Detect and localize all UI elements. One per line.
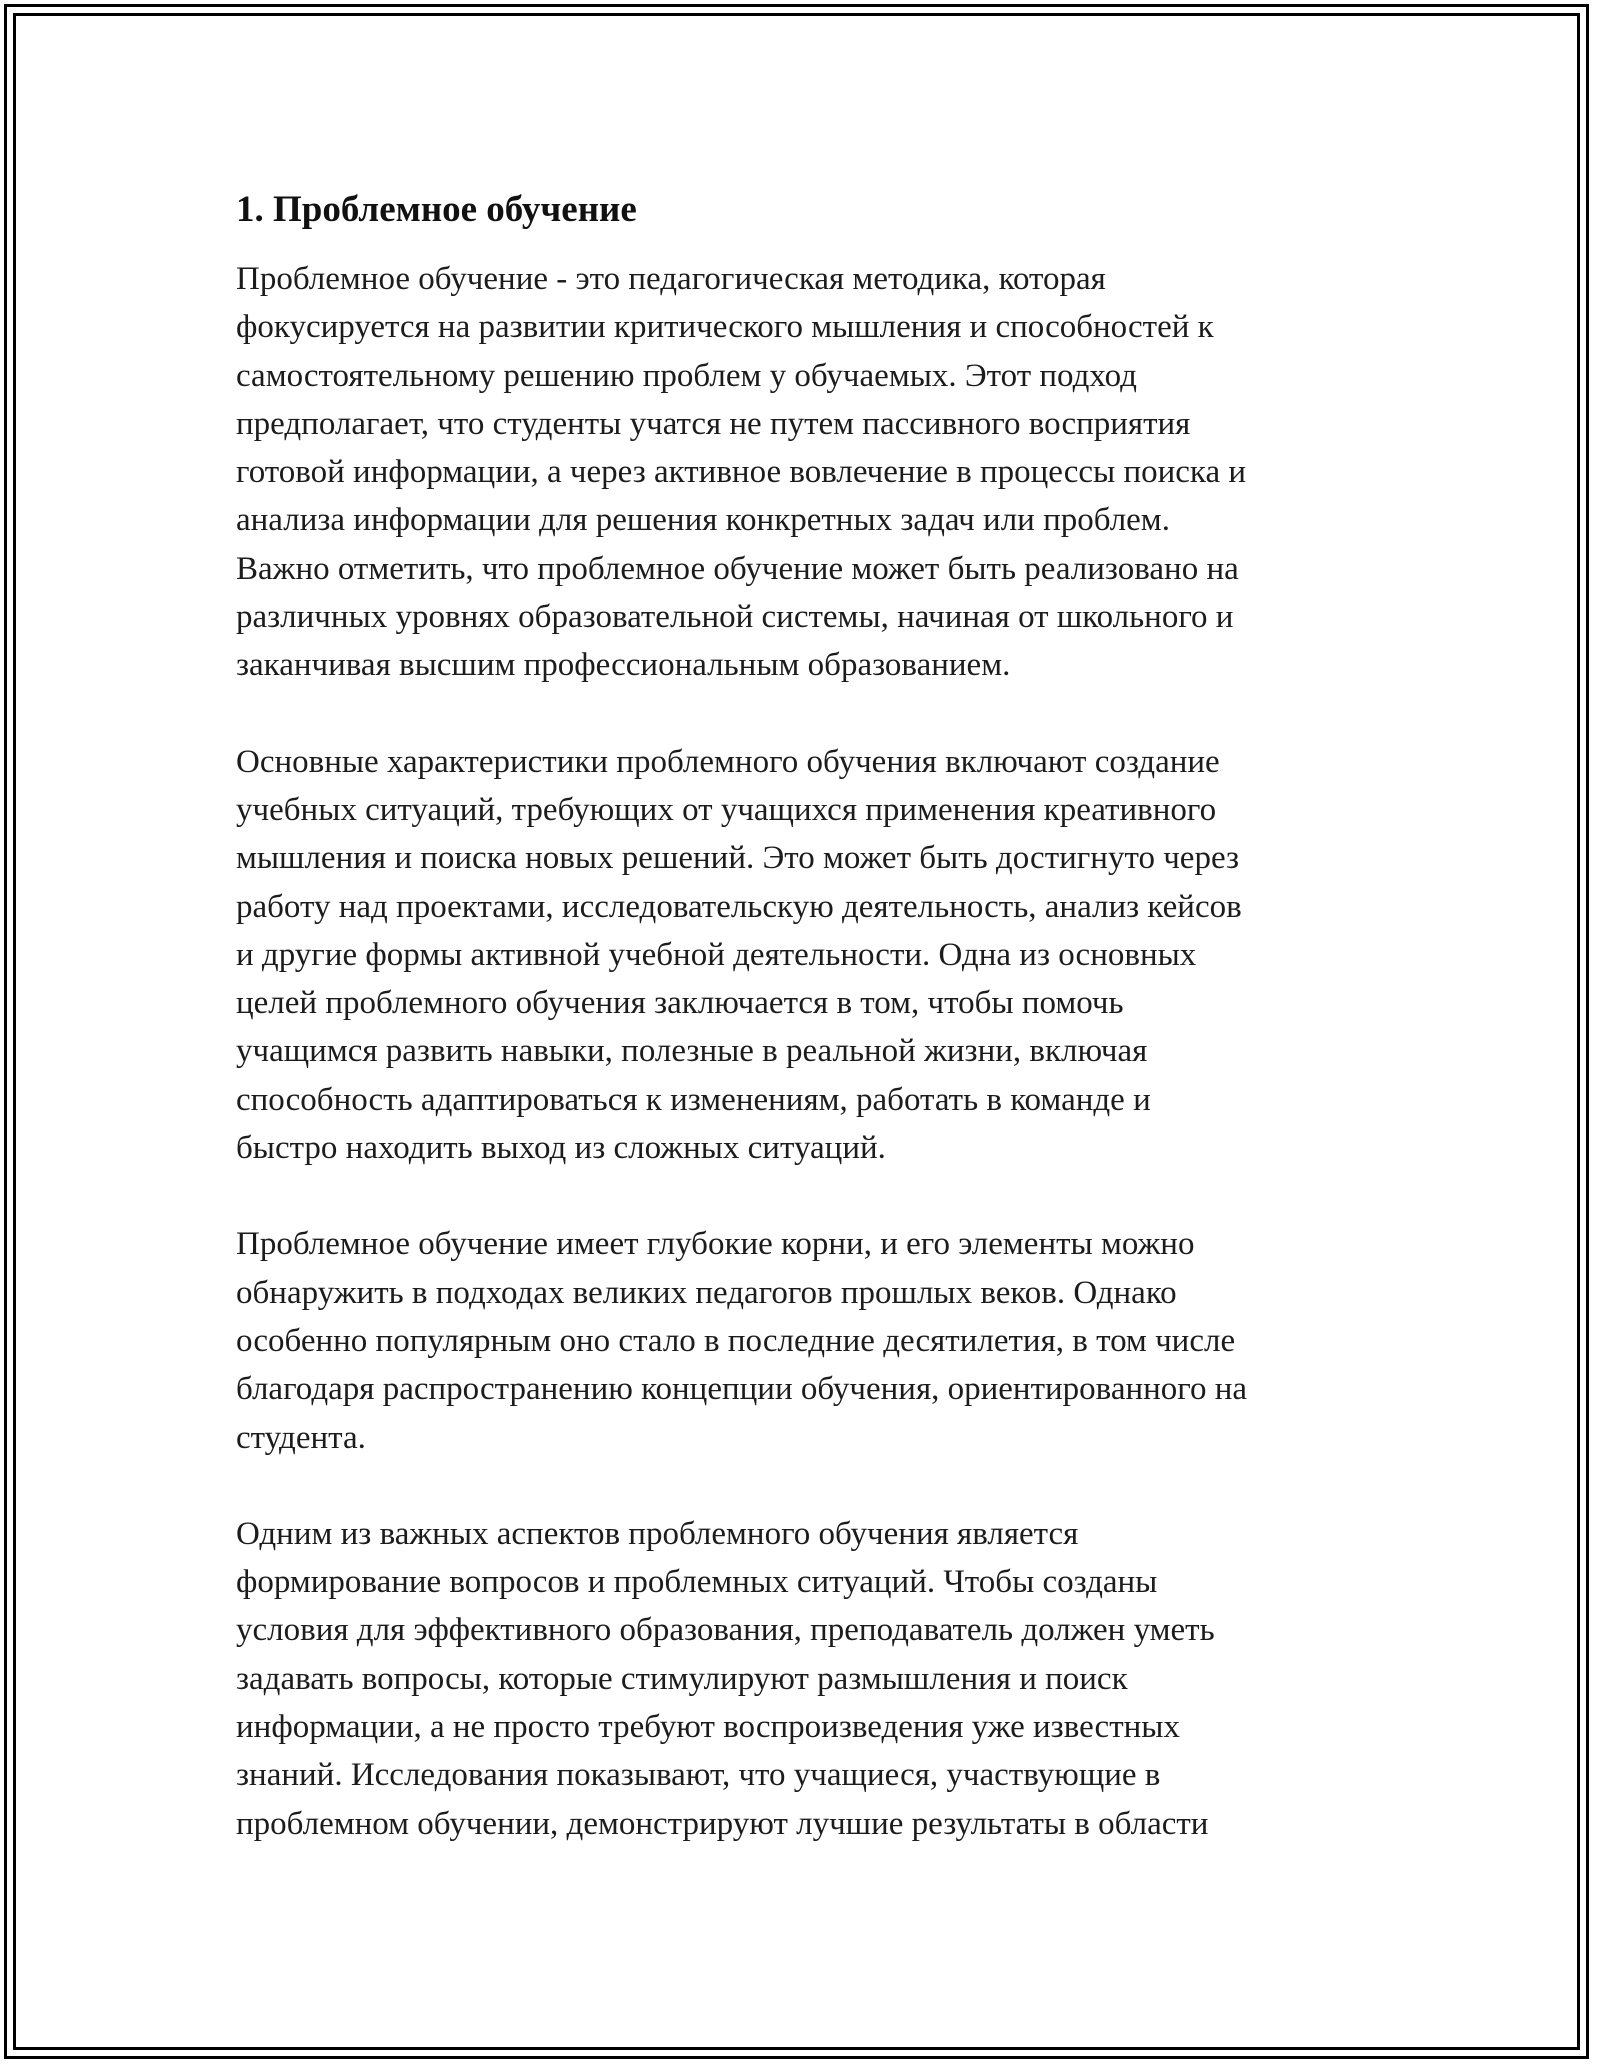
document-body: [236, 186, 1376, 1896]
paragraph-4: Одним из важных аспектов проблемного обучения является формирование вопросов и проблемных ситуаций. Чтобы созданы условия для эффективного образования, преподаватель должен уметь задавать вопросы, которые стимулируют размышления и поиск информации, а не просто требуют воспроизведения уже известных знаний. Исследования показывают, что учащиеся, участвующие в проблемном обучении, демонстрируют лучшие результаты в области: [236, 1515, 1215, 1842]
paragraph-2: Основные характеристики проблемного обучения включают создание учебных ситуаций, требующих от учащихся применения креативного мышления и поиска новых решений. Это может быть достигнуто через работу над проектами, исследовательскую деятельность, анализ кейсов и другие формы активной учебной деятельности. Одна из основных целей проблемного обучения заключается в том, чтобы помочь учащимся развить навыки, полезные в реальной жизни, включая способность адаптироваться к изменениям, работать в команде и быстро находить выход из сложных ситуаций.: [236, 743, 1242, 1167]
paragraph-3: Проблемное обучение имеет глубокие корни, и его элементы можно обнаружить в подходах великих педагогов прошлых веков. Однако особенно популярным оно стало в последние десятилетия, в том числе благодаря распространению концепции обучения, ориентированного на студента.: [236, 1226, 1248, 1456]
section-heading: 1. Проблемное обучение: [236, 189, 637, 230]
paragraph-1: Проблемное обучение - это педагогическая методика, которая фокусируется на развитии критического мышления и способностей к самостоятельному решению проблем у обучаемых. Этот подход предполагает, что студенты учатся не путем пассивного восприятия готовой информации, а через активное вовлечение в процессы поиска и анализа информации для решения конкретных задач или проблем. Важно отметить, что проблемное обучение может быть реализовано на различных уровнях образовательной системы, начиная от школьного и заканчивая высшим профессиональным образованием.: [236, 261, 1247, 684]
